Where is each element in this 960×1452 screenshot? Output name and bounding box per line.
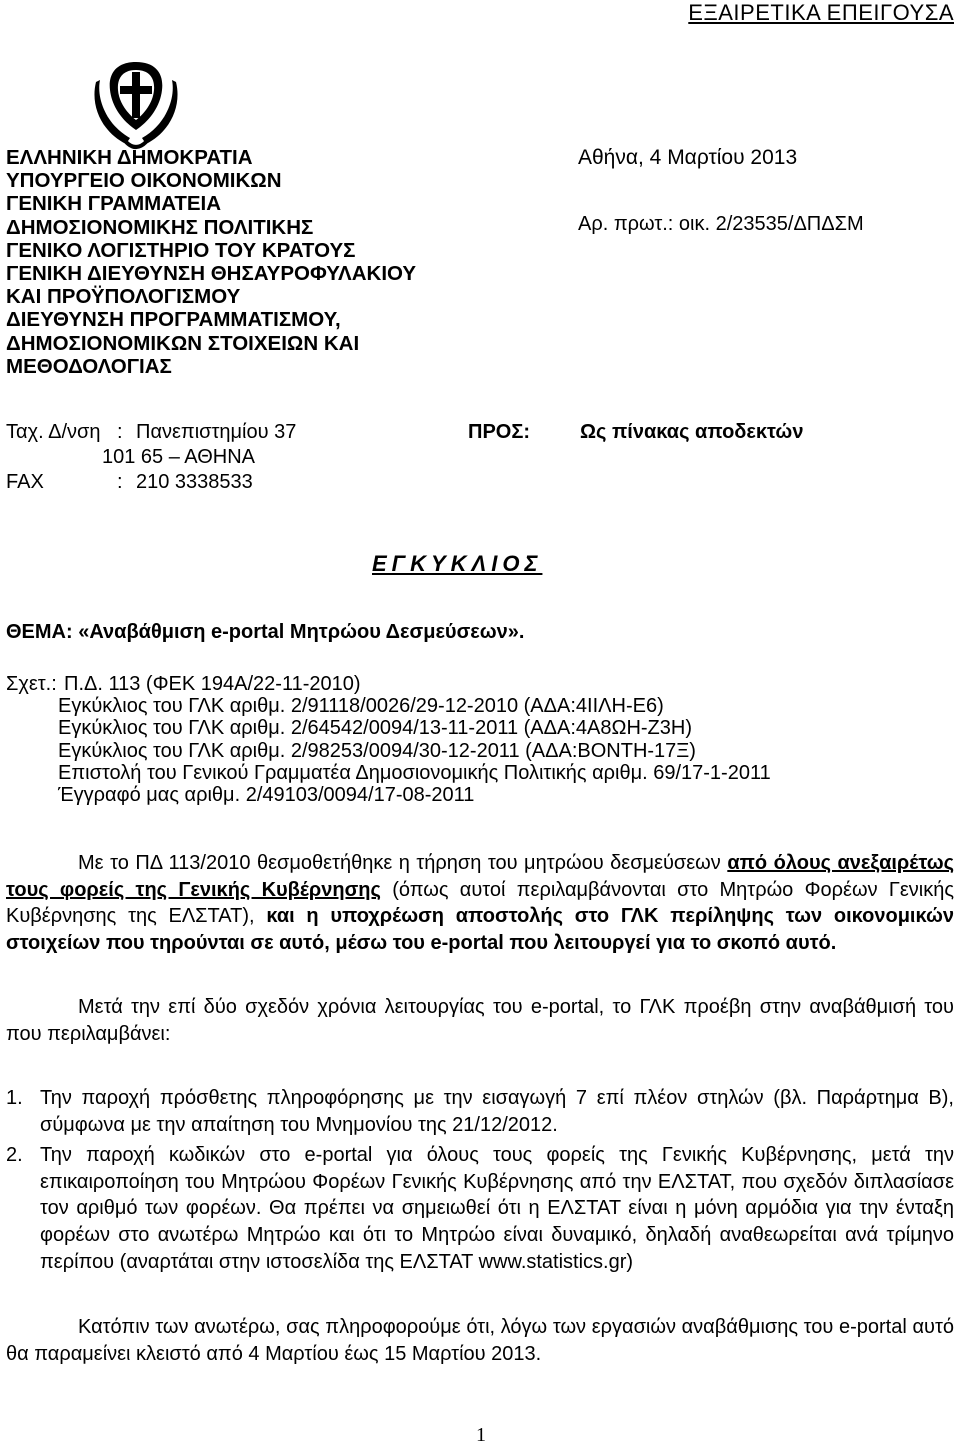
paragraph-3-text: Κατόπιν των ανωτέρω, σας πληροφορούμε ότι, λόγω των εργασιών αναβάθμισης του e-portal αυτό θα παραμείνει κλειστό από 4 Μαρτίου έως 15 Μαρτίου 2013. [6,1316,954,1365]
page-number: 1 [476,1424,486,1446]
paragraph-2-text: Μετά την επί δύο σχεδόν χρόνια λειτουργίας του e-portal, το ΓΛΚ προέβη στην αναβάθμισή του που περιλαμβάνει: [6,996,954,1045]
fax-separator: : [117,471,123,493]
paragraph-1-emphasis-bold: και η υποχρέωση αποστολής στο ΓΛΚ περίληψης των οικονομικών στοιχείων που τηρούνται σε αυτό, μέσω του e-portal που λειτουργεί για το σκοπό αυτό. [6,905,954,955]
authority-line: ΚΑΙ ΠΡΟΫΠΟΛΟΓΙΣΜΟΥ [6,285,241,309]
recipient-value: Ως πίνακας αποδεκτών [580,421,804,443]
reference-item: Επιστολή του Γενικού Γραμματέα Δημοσιονομικής Πολιτικής αριθμ. 69/17-1-2011 [58,761,771,784]
list-item [6,1142,954,1276]
authority-line: ΓΕΝΙΚΟ ΛΟΓΙΣΤΗΡΙΟ ΤΟΥ ΚΡΑΤΟΥΣ [6,238,356,262]
body-paragraph-2 [6,994,954,1047]
hellenic-republic-emblem-icon [86,56,186,156]
fax-number: 210 3338533 [136,471,253,493]
recipient-label: ΠΡΟΣ: [468,421,531,443]
protocol-number: Αρ. πρωτ.: οικ. 2/23535/ΔΠΔΣΜ [578,213,864,235]
postal-address-street: Πανεπιστημίου 37 [136,421,297,443]
paragraph-1-emphasis-underlined: από όλους ανεξαιρέτως τους φορείς της Γενικής Κυβέρνησης [6,852,954,901]
reference-item: Π.Δ. 113 (ΦΕΚ 194Α/22-11-2010) [64,673,361,695]
authority-line: ΔΗΜΟΣΙΟΝΟΜΙΚΩΝ ΣΤΟΙΧΕΙΩΝ ΚΑΙ [6,331,360,355]
postal-address-city: 101 65 – ΑΘΗΝΑ [102,446,256,468]
list-item-text: Την παροχή πρόσθετης πληροφόρησης με την εισαγωγή 7 επί πλέον στηλών (βλ. Παράρτημα Β), σύμφωνα με την απαίτηση του Μνημονίου της 21/12/2012. [40,1087,954,1136]
urgent-label: ΕΞΑΙΡΕΤΙΚΑ ΕΠΕΙΓΟΥΣΑ [688,0,954,25]
subject-line: ΘΕΜΑ: «Αναβάθμιση e-portal Μητρώου Δεσμεύσεων». [6,621,525,643]
reference-item: Εγκύκλιος του ΓΛΚ αριθμ. 2/64542/0094/13-11-2011 (ΑΔΑ:4Α8ΩΗ-Ζ3Η) [58,717,692,740]
list-item-text: Την παροχή κωδικών στο e-portal για όλους τους φορείς της Γενικής Κυβέρνησης, μετά την επικαιροποίηση του Μητρώου Φορέων Γενικής Κυβέρνησης από την ΕΛΣΤΑΤ, που σχεδόν διπλασίασε τον αριθμό των φορέων. Θα πρέπει να σημειωθεί ότι η ΕΛΣΤΑΤ είναι η μόνη αρμόδια για την ένταξη φορέων στο ανωτέρω Μητρώο και ότι το Μητρώο είναι δυναμικό, δηλαδή αναθεωρείται ανά τρίμηνο περίπου (αναρτάται στην ιστοσελίδα της ΕΛΣΤΑΤ www.statistics.gr) [40,1144,954,1273]
authority-line: ΥΠΟΥΡΓΕΙΟ ΟΙΚΟΝΟΜΙΚΩΝ [6,169,282,193]
authority-line: ΔΙΕΥΘΥΝΣΗ ΠΡΟΓΡΑΜΜΑΤΙΣΜΟΥ, [6,308,341,332]
list-item-number: 1. [6,1087,23,1109]
place-date: Αθήνα, 4 Μαρτίου 2013 [578,146,798,169]
reference-item: Εγκύκλιος του ΓΛΚ αριθμ. 2/98253/0094/30-12-2011 (ΑΔΑ:ΒΟΝΤΗ-17Ξ) [58,739,696,762]
reference-item: Εγκύκλιος του ΓΛΚ αριθμ. 2/91118/0026/29-12-2010 (ΑΔΑ:4ΙΙΛΗ-Ε6) [58,695,664,718]
postal-address-separator: : [117,421,123,443]
authority-line: ΕΛΛΗΝΙΚΗ ΔΗΜΟΚΡΑΤΙΑ [6,146,253,169]
fax-label: FAX [6,471,44,493]
body-paragraph-1 [6,850,954,957]
authority-line: ΔΗΜΟΣΙΟΝΟΜΙΚΗΣ ΠΟΛΙΤΙΚΗΣ [6,215,314,239]
authority-line: ΓΕΝΙΚΗ ΓΡΑΜΜΑΤΕΙΑ [6,192,222,216]
authority-line: ΓΕΝΙΚΗ ΔΙΕΥΘΥΝΣΗ ΘΗΣΑΥΡΟΦΥΛΑΚΙΟΥ [6,262,417,286]
list-item-number: 2. [6,1144,23,1166]
paragraph-1-text-c: (όπως αυτοί περιλαμβάνονται στο Μητρώο Φορέων Γενικής Κυβέρνησης της ΕΛΣΤΑΤ), [6,878,954,928]
list-item [6,1085,954,1138]
references-label: Σχετ.: [6,673,57,695]
authority-line: ΜΕΘΟΔΟΛΟΓΙΑΣ [6,354,172,378]
paragraph-1-text-a: Με το ΠΔ 113/2010 θεσμοθετήθηκε η τήρηση του μητρώου δεσμεύσεων [78,852,728,874]
issuing-authority [6,146,416,378]
references-list [58,673,771,807]
postal-address-label: Ταχ. Δ/νση [6,421,101,443]
document-type-heading: ΕΓΚΥΚΛΙΟΣ [372,551,543,576]
reference-item: Έγγραφό μας αριθμ. 2/49103/0094/17-08-2011 [58,784,475,807]
body-paragraph-3 [6,1314,954,1367]
